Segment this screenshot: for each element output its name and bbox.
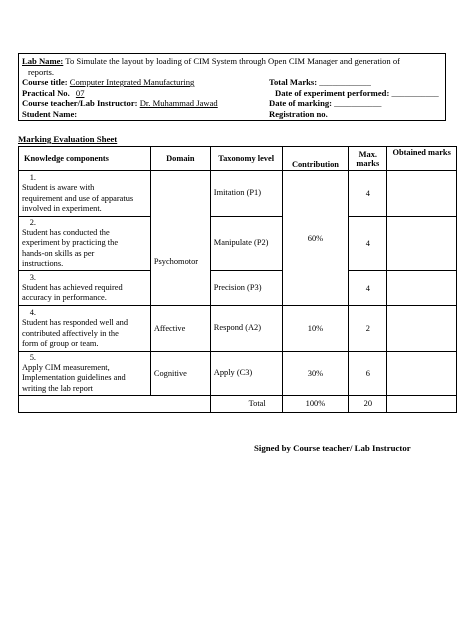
total-blank-cell — [19, 395, 151, 412]
row-text: Apply CIM measurement, Implementation guidelines and writing the lab report — [22, 363, 126, 393]
obtained-marks-cell[interactable] — [387, 171, 457, 217]
contribution-cognitive: 30% — [282, 352, 349, 396]
taxonomy-cell: Imitation (P1) — [210, 171, 282, 217]
teacher-value: Dr. Muhammad Jawad — [139, 98, 218, 109]
student-row — [22, 109, 442, 120]
lab-name-continuation: reports. — [28, 66, 55, 77]
header-max-marks: Max. marks — [349, 147, 387, 171]
course-title-label: Course title: — [22, 77, 68, 88]
sheet-title: Marking Evaluation Sheet — [18, 134, 118, 144]
date-performed-value: ___________ — [389, 87, 439, 98]
taxonomy-cell: Apply (C3) — [210, 352, 282, 396]
max-marks-cell: 4 — [349, 171, 387, 217]
domain-psychomotor — [150, 171, 210, 306]
total-blank-cell — [150, 395, 210, 412]
total-label: Total — [210, 395, 282, 412]
teacher-label: Course teacher/Lab Instructor: — [22, 98, 138, 109]
header-knowledge: Knowledge components — [19, 147, 151, 171]
table-row — [19, 217, 457, 271]
total-obtained-cell[interactable] — [387, 395, 457, 412]
total-contribution: 100% — [282, 395, 349, 412]
header-obtained: Obtained marks — [387, 147, 457, 171]
student-name-label: Student Name: — [22, 108, 78, 119]
knowledge-cell — [19, 217, 151, 271]
taxonomy-cell: Manipulate (P2) — [210, 217, 282, 271]
knowledge-cell — [19, 352, 151, 396]
total-marks-value: ____________ — [317, 77, 371, 88]
contribution-affective: 10% — [282, 306, 349, 352]
row-text: Student is aware with requirement and use of apparatus involved in experiment. — [22, 183, 134, 213]
course-title-row — [22, 77, 442, 88]
obtained-marks-cell[interactable] — [387, 306, 457, 352]
knowledge-cell — [19, 306, 151, 352]
practical-row — [22, 88, 442, 99]
row-text: Student has conducted the experiment by practicing the hands-on skills as per instructions. — [22, 228, 119, 268]
taxonomy-cell: Respond (A2) — [210, 306, 282, 352]
row-number: 5. — [29, 353, 36, 363]
row-number: 2. — [29, 218, 36, 227]
date-marking-label: Date of marking: — [269, 98, 333, 109]
contribution-psychomotor: 60% — [282, 171, 349, 306]
max-marks-cell: 4 — [349, 271, 387, 306]
table-header-row — [19, 147, 457, 171]
lab-name-value: To Simulate the layout by loading of CIM System through Open CIM Manager and generation of — [63, 56, 401, 66]
lab-name-label: Lab Name: — [22, 56, 64, 66]
lab-info-box — [18, 53, 446, 121]
obtained-marks-cell[interactable] — [387, 217, 457, 271]
max-marks-cell: 6 — [349, 352, 387, 396]
knowledge-cell — [19, 171, 151, 217]
registration-label: Registration no. — [269, 108, 328, 119]
date-marking-value: ___________ — [332, 98, 382, 109]
domain-cognitive: Cognitive — [150, 352, 210, 396]
domain-psychomotor-text: Psychomotor — [153, 256, 199, 266]
header-taxonomy: Taxonomy level — [210, 147, 282, 171]
row-text: Student has responded well and contributed affectively in the form of group or team. — [22, 318, 129, 348]
obtained-marks-cell[interactable] — [387, 352, 457, 396]
lab-name-line — [22, 56, 442, 67]
teacher-row — [22, 98, 442, 109]
total-marks-label: Total Marks: — [269, 77, 318, 88]
table-row — [19, 171, 457, 217]
obtained-marks-cell[interactable] — [387, 271, 457, 306]
total-row — [19, 395, 457, 412]
knowledge-cell — [19, 271, 151, 306]
max-marks-cell: 4 — [349, 217, 387, 271]
domain-affective: Affective — [150, 306, 210, 352]
row-number: 3. — [29, 272, 36, 282]
max-marks-cell: 2 — [349, 306, 387, 352]
taxonomy-cell: Precision (P3) — [210, 271, 282, 306]
table-row — [19, 352, 457, 396]
date-performed-label: Date of experiment performed: — [275, 87, 390, 98]
course-title-value: Computer Integrated Manufacturing — [69, 77, 195, 88]
total-max-marks: 20 — [349, 395, 387, 412]
practical-no-value: 07 — [75, 87, 85, 98]
signature-line: Signed by Course teacher/ Lab Instructor — [254, 443, 411, 453]
row-text: Student has achieved required accuracy in performance. — [22, 282, 123, 303]
header-contribution: Contribution — [282, 147, 349, 171]
practical-no-label: Practical No. — [22, 87, 70, 98]
table-row — [19, 271, 457, 306]
marking-table — [18, 146, 457, 413]
row-number: 4. — [29, 308, 36, 318]
row-number: 1. — [29, 173, 36, 183]
header-domain: Domain — [150, 147, 210, 171]
table-row — [19, 306, 457, 352]
